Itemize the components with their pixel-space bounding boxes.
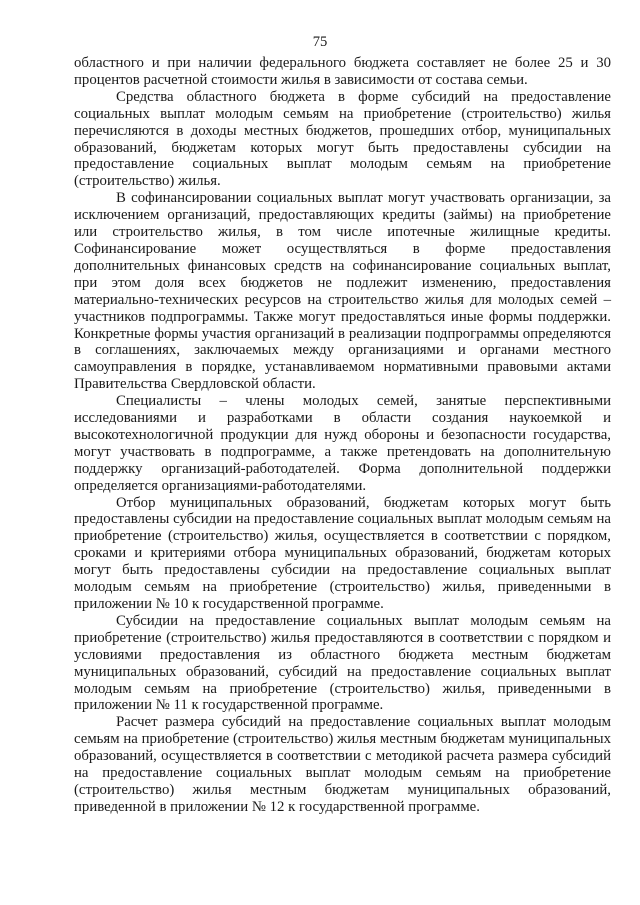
paragraph-specialists: Специалисты – члены молодых семей, занятые перспективными исследованиями и разработками в области создания наукоемкой и высокотехнологичной продукции для нужд обороны и безопасности государства, могут участвовать в подпрограмме, а также претендовать на дополнительную поддержку организаций-работодателей. Форма дополнительной поддержки определяется организациями-работодателями. [74,393,611,494]
paragraph-continuation: областного и при наличии федерального бюджета составляет не более 25 и 30 процентов расчетной стоимости жилья в зависимости от состава семьи. [74,55,611,88]
page-body [74,55,611,816]
paragraph-subsidy-calculation: Расчет размера субсидий на предоставление социальных выплат молодым семьям на приобретение (строительство) жилья местным бюджетам муниципальных образований, осуществляется в соответствии с методикой расчета размера субсидий на предоставление социальных выплат молодым семьям на приобретение (строительство) жилья местным бюджетам муниципальных образований, приведенной в приложении № 12 к государственной программе. [74,714,611,815]
page-number: 75 [312,34,328,50]
paragraph-municipal-selection: Отбор муниципальных образований, бюджетам которых могут быть предоставлены субсидии на предоставление социальных выплат молодым семьям на приобретение (строительство) жилья, осуществляется в соответствии с порядком, сроками и критериями отбора муниципальных образований, бюджетам которых могут быть предоставлены субсидии на предоставление социальных выплат молодым семьям на приобретение (строительство) жилья, приведенными в приложении № 10 к государственной программе. [74,494,611,612]
paragraph-cofinancing: В софинансировании социальных выплат могут участвовать организации, за исключением организаций, предоставляющих кредиты (займы) на приобретение или строительство жилья, в том числе ипотечные жилищные кредиты. Софинансирование может осуществляться в форме предоставления дополнительных финансовых средств на софинансирование социальных выплат, при этом доля всех бюджетов не подлежит изменению, предоставления материально-технических ресурсов на строительство жилья для молодых семей – участников подпрограммы. Также могут предоставляться иные формы поддержки. Конкретные формы участия организаций в реализации подпрограммы определяются в соглашениях, заключаемых между организациями и органами местного самоуправления в порядке, устанавливаемом нормативными правовыми актами Правительства Свердловской области. [74,190,611,393]
paragraph-subsidy-provision: Субсидии на предоставление социальных выплат молодым семьям на приобретение (строительство) жилья предоставляются в соответствии с порядком и условиями предоставления из областного бюджета местным бюджетам муниципальных образований, субсидий на предоставление социальных выплат молодым семьям на приобретение (строительство) жилья, приведенными в приложении № 11 к государственной программе. [74,612,611,714]
paragraph-regional-budget-funds: Средства областного бюджета в форме субсидий на предоставление социальных выплат молодым семьям на приобретение (строительство) жилья перечисляются в доходы местных бюджетов, прошедших отбор, муниципальных образований, бюджетам которых могут быть предоставлены субсидии на предоставление социальных выплат молодым семьям на приобретение (строительство) жилья. [74,88,611,190]
